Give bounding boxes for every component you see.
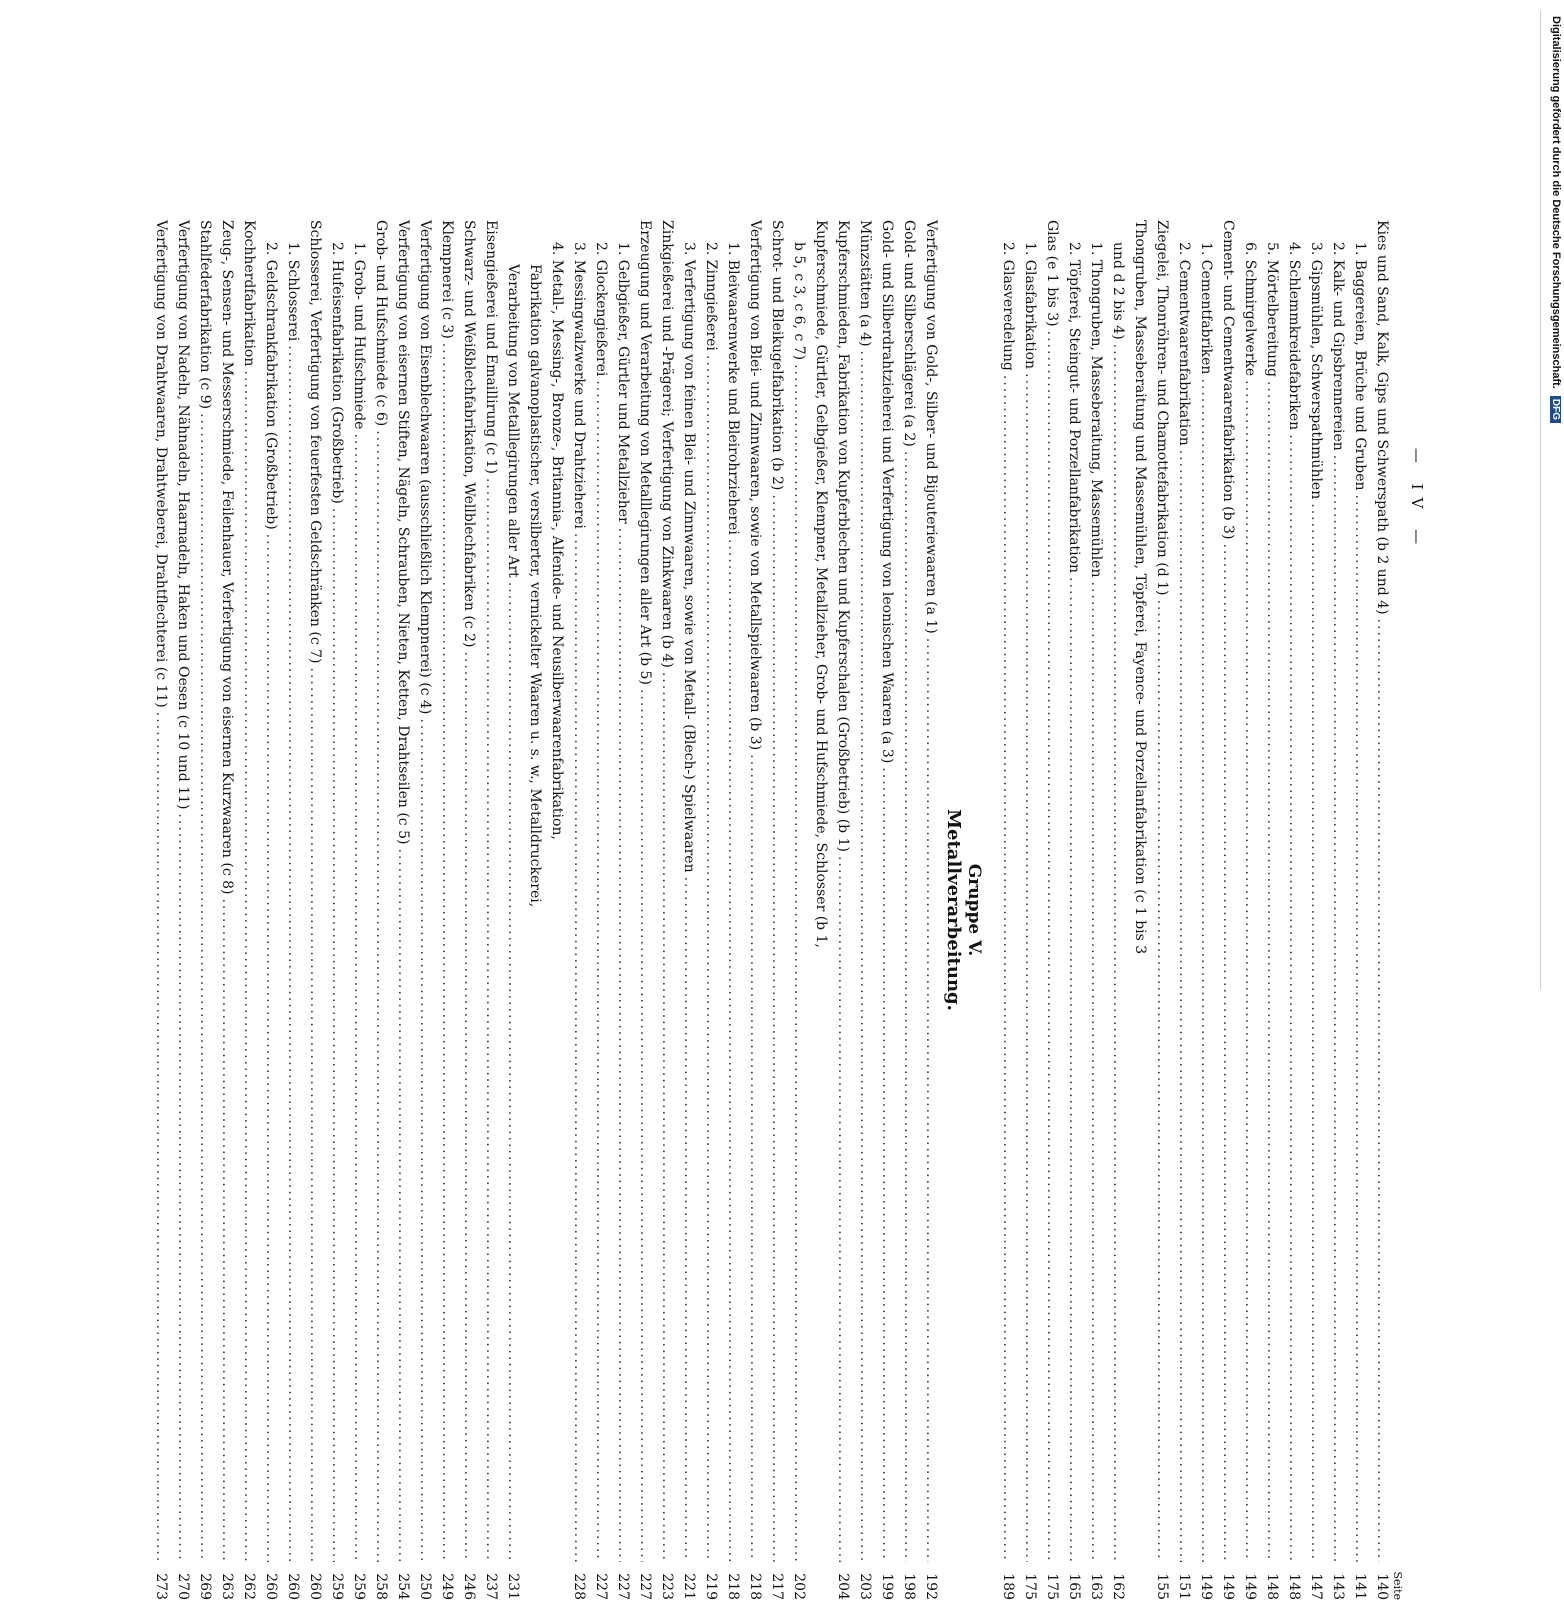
toc-entry-page: 151: [1176, 1566, 1192, 1600]
dot-leader: [351, 433, 367, 1562]
toc-entry-page: 149: [1198, 1566, 1214, 1600]
toc-entry: [455, 220, 477, 1600]
toc-entry-label: Kupferschmieden, Fabrikation von Kupferblechen und Kupferschalen (Großbetrieb) (b 1): [835, 220, 851, 852]
toc-entry: [1368, 220, 1390, 1600]
toc-entry-page: 260: [285, 1566, 301, 1600]
toc-entry-page: 199: [879, 1566, 895, 1600]
dot-leader: [1066, 577, 1082, 1562]
toc-entry-page: 227: [615, 1566, 631, 1600]
toc-entry: [1258, 220, 1280, 1600]
dot-leader: [835, 856, 851, 1562]
toc-entry-page: 262: [241, 1566, 257, 1600]
dot-leader: [197, 413, 213, 1562]
toc-entry-label: Gold- und Silberschlägerei (a 2): [901, 220, 917, 447]
toc-entry: [389, 220, 411, 1600]
toc-entry: [1060, 220, 1082, 1600]
toc-entry-page: 219: [703, 1566, 719, 1600]
toc-entry-page: 140: [1374, 1566, 1390, 1600]
toc-entry-label: Verarbeitung von Metalllegirungen aller Art: [505, 264, 521, 578]
toc-entry: [587, 220, 609, 1600]
toc-entry-page: 263: [219, 1566, 235, 1600]
dot-leader: [1374, 619, 1390, 1562]
toc-entry: [411, 220, 433, 1600]
toc-entry-page: 260: [307, 1566, 323, 1600]
dot-leader: [571, 533, 587, 1562]
toc-entry-page: 260: [263, 1566, 279, 1600]
toc-entry-page: 165: [1066, 1566, 1082, 1600]
toc-entry: [1016, 220, 1038, 1600]
dot-leader: [1022, 373, 1038, 1562]
dot-leader: [637, 689, 653, 1562]
toc-entry-page: 221: [681, 1566, 697, 1600]
dot-leader: [1110, 344, 1126, 1562]
toc-entry: [1346, 220, 1368, 1600]
toc-entry: [741, 220, 763, 1600]
toc-entry-page: 148: [1264, 1566, 1280, 1600]
toc-entry-label: Münzstätten (a 4): [857, 220, 873, 347]
toc-entry-label: Cement- und Cementwaarenfabrikation (b 3): [1220, 220, 1236, 539]
toc-entry-page: 258: [373, 1566, 389, 1600]
dot-leader: [1242, 380, 1258, 1562]
dot-leader: [1044, 331, 1060, 1562]
toc-entry: [477, 220, 499, 1600]
toc-entry: [1126, 220, 1148, 1600]
toc-entry-label: 2. Kalk- und Gipsbrennereien: [1330, 242, 1346, 451]
toc-entry: [1324, 220, 1346, 1600]
toc-entry: [1214, 220, 1236, 1600]
toc-entry-page: 228: [571, 1566, 587, 1600]
dot-leader: [1000, 375, 1016, 1562]
toc-entry: [807, 220, 829, 1600]
toc-entry: [543, 220, 565, 1600]
dot-leader: [1330, 455, 1346, 1562]
toc-entry: [345, 220, 367, 1600]
toc-entry-label: 4. Schlemmkreidefabriken: [1286, 242, 1302, 430]
group-subtitle: Metallverarbeitung.: [943, 220, 964, 1600]
toc-entry-label: 3. Gipsmühlen, Schwerspathmühlen: [1308, 242, 1324, 499]
toc-entry: [367, 220, 389, 1600]
toc-entry-label: Schwarz- und Weißblechfabrikation, Wellblechfabriken (c 2): [461, 220, 477, 647]
toc-entry-page: 203: [857, 1566, 873, 1600]
dot-leader: [153, 712, 169, 1562]
toc-entry-label: Glas (e 1 bis 3): [1044, 220, 1060, 327]
toc-entry-page: 162: [1110, 1566, 1126, 1600]
dot-leader: [461, 651, 477, 1562]
toc-entry-page: 259: [351, 1566, 367, 1600]
toc-entry-page: 269: [197, 1566, 213, 1600]
toc-entry-page: 249: [439, 1566, 455, 1600]
toc-entry-label: 2. Geldschrankfabrikation (Großbetrieb): [263, 242, 279, 530]
toc-entry-label: 1. Baggereien, Brüche und Gruben: [1352, 242, 1368, 491]
toc-entry-page: 273: [153, 1566, 169, 1600]
toc-entry-page: 217: [769, 1566, 785, 1600]
toc-entry-label: Verfertigung von Nadeln, Nähnadeln, Haarnadeln, Haken und Oesen (c 10 und 11): [175, 220, 191, 809]
toc-entry-page: 227: [637, 1566, 653, 1600]
toc-entry-label: Ziegelei, Thonröhren- und Chamottefabrikation (d 1): [1154, 220, 1170, 595]
toc-entry-page: 141: [1352, 1566, 1368, 1600]
toc-entry: [521, 220, 543, 1600]
dot-leader: [879, 767, 895, 1562]
toc-entry: [1302, 220, 1324, 1600]
toc-section-top: [994, 220, 1390, 1600]
dot-leader: [923, 638, 939, 1562]
dot-leader: [1176, 450, 1192, 1562]
toc-entry-label: Kochherdfabrikation: [241, 220, 257, 366]
toc-entry: [631, 220, 653, 1600]
toc-entry-page: 259: [329, 1566, 345, 1600]
dot-leader: [769, 494, 785, 1562]
toc-entry-label: Eisengießerei und Emaillirung (c 1): [483, 220, 499, 474]
dot-leader: [439, 343, 455, 1562]
toc-entry: [653, 220, 675, 1600]
page-number: — IV —: [1408, 0, 1426, 1000]
toc-entry: [147, 220, 169, 1600]
toc-entry-label: 2. Töpferei, Steingut- und Porzellanfabrikation: [1066, 242, 1082, 573]
dfg-logo: DFG: [1550, 396, 1561, 423]
toc-entry-label: 2. Glasveredelung: [1000, 242, 1016, 371]
toc-entry-page: 227: [593, 1566, 609, 1600]
side-credit-strip: [1540, 10, 1564, 990]
toc-entry-label: 1. Cementfabriken: [1198, 242, 1214, 374]
toc-entry-page: 192: [923, 1566, 939, 1600]
toc-entry-page: 246: [461, 1566, 477, 1600]
toc-entry: [1104, 220, 1126, 1600]
dot-leader: [681, 877, 697, 1562]
toc-entry: [697, 220, 719, 1600]
toc-entry-page: 204: [835, 1566, 851, 1600]
toc-entry-page: 175: [1022, 1566, 1038, 1600]
toc-entry-label: 1. Glasfabrikation: [1022, 242, 1038, 369]
toc-entry-page: 155: [1154, 1566, 1170, 1600]
toc-entry-page: 237: [483, 1566, 499, 1600]
toc-entry-label: Verfertigung von eisernen Stiften, Nägeln, Schrauben, Nieten, Ketten, Drahtseilen (c 5): [395, 220, 411, 844]
dot-leader: [1308, 503, 1324, 1562]
toc-entry-label: Erzeugung und Verarbeitung von Metalllegirungen aller Art (b 5): [637, 220, 653, 685]
toc-entry-label: Kupferschmiede, Gürtler, Gelbgießer, Klempner, Metallzieher, Grob- und Hufschmiede, Schlosser (b 1,: [813, 220, 829, 948]
toc-entry: [994, 220, 1016, 1600]
dot-leader: [263, 534, 279, 1562]
toc-entry-label: Stahlfederfabrikation (c 9): [197, 220, 213, 409]
toc-entry: [851, 220, 873, 1600]
seite-column-label: Seite: [1391, 1572, 1404, 1600]
dot-leader: [329, 508, 345, 1562]
toc-entry-label: 2. Cementwaarenfabrikation: [1176, 242, 1192, 446]
toc-entry-label: Klempnerei (c 3): [439, 220, 455, 339]
toc-entry-label: Schrot- und Bleikugelfabrikation (b 2): [769, 220, 785, 490]
dot-leader: [857, 351, 873, 1562]
dot-leader: [593, 380, 609, 1562]
toc-entry-page: 163: [1088, 1566, 1104, 1600]
toc-entry-label: 1. Bleiwaarenwerke und Bleirohrzieherei: [725, 242, 741, 535]
toc-entry: [609, 220, 631, 1600]
dot-leader: [725, 539, 741, 1562]
toc-entry: [279, 220, 301, 1600]
dot-leader: [1154, 599, 1170, 1562]
toc-entry: [873, 220, 895, 1600]
toc-entry-label: 5. Mörtelbereitung: [1264, 242, 1280, 377]
toc-entry-page: 149: [1220, 1566, 1236, 1600]
toc-entry-label: Zeug-, Sensen- und Messerschmiede, Feilenhauer, Verfertigung von eisernen Kurzwaaren (c 8): [219, 220, 235, 894]
toc-entry-label: Thongruben, Masseberaitung und Massemühlen, Töpferei, Fayence- und Porzellanfabrikation (c 1 bis 3: [1132, 220, 1148, 954]
toc-entry: [785, 220, 807, 1600]
dot-leader: [1088, 582, 1104, 1563]
dot-leader: [791, 364, 807, 1562]
toc-entry-label: 4. Metall-, Messing-, Bronze-, Britannia-, Alfenide- und Neusilberwaarenfabrikation,: [549, 242, 565, 840]
toc-entry-page: 231: [505, 1566, 521, 1600]
dot-leader: [241, 370, 257, 1562]
toc-entry: [301, 220, 323, 1600]
dot-leader: [1352, 495, 1368, 1563]
dot-leader: [1286, 434, 1302, 1562]
dot-leader: [417, 718, 433, 1562]
toc-entry: [1170, 220, 1192, 1600]
toc-section-bottom: [147, 220, 939, 1600]
toc-entry-label: 3. Messingwalzwerke und Drahtzieherei: [571, 242, 587, 529]
toc-entry-page: 143: [1330, 1566, 1346, 1600]
toc-entry-page: 189: [1000, 1566, 1016, 1600]
toc-entry-page: 223: [659, 1566, 675, 1600]
toc-entry-label: 6. Schmirgelwerke: [1242, 242, 1258, 376]
dot-leader: [659, 672, 675, 1562]
toc-entry-label: 2. Glockengießerei: [593, 242, 609, 376]
toc-entry-label: 2. Hufeisenfabrikation (Großbetrieb): [329, 242, 345, 504]
dot-leader: [483, 478, 499, 1562]
toc-entry-label: Verfertigung von Blei- und Zinnwaaren, sowie von Metallspielwaaren (b 3): [747, 220, 763, 750]
group-heading: [939, 220, 994, 1600]
dot-leader: [615, 528, 631, 1562]
toc-entry-label: Fabrikation galvanoplastischer, versilberter, vernickelter Waaren u. s. w., Metalldruckerei,: [527, 264, 543, 907]
toc-entry-page: 148: [1286, 1566, 1302, 1600]
toc-entry: [917, 220, 939, 1600]
credit-label: Digitalisierung gefördert durch die Deutsche Forschungsgemeinschaft.: [1550, 16, 1562, 389]
toc-entry-page: 202: [791, 1566, 807, 1600]
dot-leader: [285, 345, 301, 1562]
dot-leader: [373, 430, 389, 1562]
toc-entry: [895, 220, 917, 1600]
toc-entry-label: 1. Thongruben, Masseberaitung, Massemühlen: [1088, 242, 1104, 578]
dot-leader: [1220, 543, 1236, 1562]
toc-entry-page: 198: [901, 1566, 917, 1600]
toc-entry-label: Verfertigung von Eisenblechwaaren (ausschließlich Klempnerei) (c 4): [417, 220, 433, 714]
toc-entry: [675, 220, 697, 1600]
toc-entry-label: und d 2 bis 4): [1110, 242, 1126, 340]
toc-entry-label: Verfertigung von Drahtwaaren, Drahtweberei, Drahtflechterei (c 11): [153, 220, 169, 708]
toc-entry-page: 270: [175, 1566, 191, 1600]
toc-entry: [169, 220, 191, 1600]
toc-entry-label: 1. Schlosserei: [285, 242, 301, 341]
toc-entry-label: 3. Verfertigung von feinen Blei- und Zinnwaaren, sowie von Metall- (Blech-) Spielwaaren: [681, 242, 697, 873]
dot-leader: [505, 582, 521, 1562]
toc-entry: [191, 220, 213, 1600]
dot-leader: [1264, 381, 1280, 1562]
toc-entry: [213, 220, 235, 1600]
toc-entry-page: 149: [1242, 1566, 1258, 1600]
toc-entry-page: 218: [747, 1566, 763, 1600]
toc-entry: [235, 220, 257, 1600]
credit-text: [1550, 16, 1562, 423]
dot-leader: [703, 355, 719, 1562]
toc-body: [147, 220, 1390, 1600]
toc-entry: [763, 220, 785, 1600]
toc-entry: [1148, 220, 1170, 1600]
toc-entry: [1038, 220, 1060, 1600]
toc-entry-label: 2. Zinngießerei: [703, 242, 719, 351]
dot-leader: [1198, 378, 1214, 1562]
toc-entry-label: Schlosserei, Verfertigung von feuerfesten Geldschränken (c 7): [307, 220, 323, 664]
toc-entry-page: 147: [1308, 1566, 1324, 1600]
toc-entry-label: Zinkgießerei und -Prägerei; Verfertigung von Zinkwaaren (b 4): [659, 220, 675, 668]
toc-entry-page: 175: [1044, 1566, 1060, 1600]
dot-leader: [395, 848, 411, 1562]
group-title: Gruppe V.: [964, 220, 984, 1600]
dot-leader: [175, 813, 191, 1562]
dot-leader: [747, 754, 763, 1562]
toc-entry-label: Grob- und Hufschmiede (c 6): [373, 220, 389, 426]
toc-entry: [1236, 220, 1258, 1600]
toc-entry-label: b 5, c 3, c 6, c 7): [791, 242, 807, 360]
dot-leader: [901, 451, 917, 1562]
toc-entry: [1082, 220, 1104, 1600]
toc-entry: [829, 220, 851, 1600]
toc-entry: [1280, 220, 1302, 1600]
toc-entry-label: Gold- und Silberdrahtzieherei und Verfertigung von leonischen Waaren (a 3): [879, 220, 895, 763]
toc-entry: [499, 220, 521, 1600]
toc-entry: [1192, 220, 1214, 1600]
toc-entry-page: 218: [725, 1566, 741, 1600]
dot-leader: [219, 898, 235, 1562]
dot-leader: [307, 668, 323, 1563]
toc-entry-label: Verfertigung von Gold-, Silber- und Bijouteriewaaren (a 1): [923, 220, 939, 634]
toc-entry: [323, 220, 345, 1600]
toc-entry-label: Kies und Sand, Kalk, Gips und Schwerspath (b 2 und 4): [1374, 220, 1390, 615]
divider-line: [1540, 10, 1541, 990]
toc-entry-page: 254: [395, 1566, 411, 1600]
toc-entry-page: 250: [417, 1566, 433, 1600]
toc-entry: [719, 220, 741, 1600]
toc-entry: [565, 220, 587, 1600]
toc-entry-label: 1. Grob- und Hufschmiede: [351, 242, 367, 429]
toc-entry: [433, 220, 455, 1600]
toc-entry-label: 1. Gelbgießer, Gürtler und Metallzieher: [615, 242, 631, 524]
toc-entry: [257, 220, 279, 1600]
